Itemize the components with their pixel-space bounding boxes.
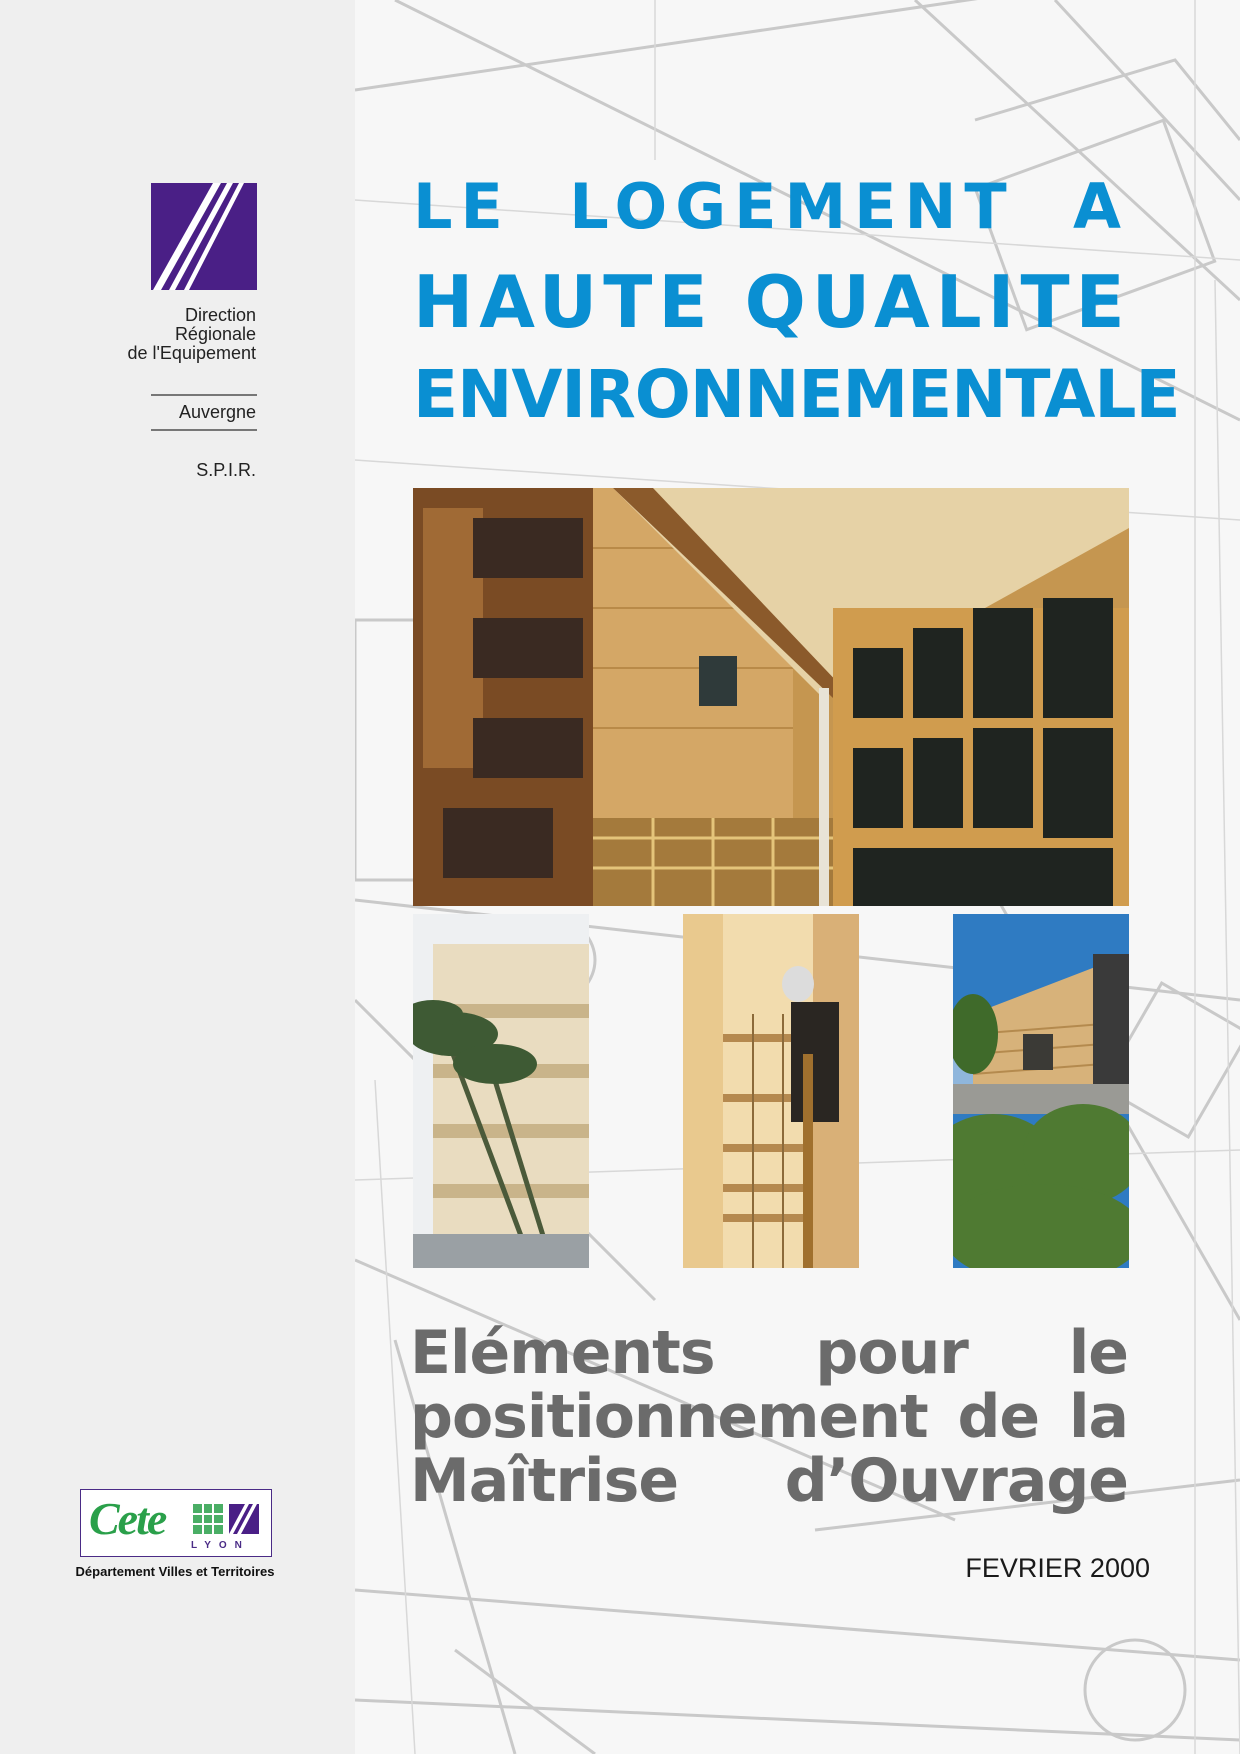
title-line-1: LE LOGEMENT A: [413, 170, 1129, 243]
cete-logo-city: LYON: [191, 1540, 250, 1551]
publication-date: FEVRIER 2000: [965, 1553, 1150, 1583]
dre-name-line-1: Direction: [184, 305, 256, 325]
cete-department: Département Villes et Territoires: [75, 1564, 275, 1579]
region-label: Auvergne: [178, 402, 256, 422]
photo-house-with-garden: [953, 914, 1129, 1268]
subtitle-line-3: Maîtrise d’Ouvrage: [410, 1446, 1128, 1516]
dre-name-line-2: Régionale: [174, 324, 256, 344]
divider: [151, 429, 257, 431]
service-label: S.P.I.R.: [196, 460, 256, 480]
cete-logo-word: Cete: [89, 1493, 166, 1544]
subtitle-line-1: Eléments pour le: [410, 1318, 1128, 1388]
divider: [151, 394, 257, 396]
title-line-2: HAUTE QUALITE: [413, 260, 1131, 344]
dre-name-line-3: de l'Equipement: [127, 343, 256, 363]
subtitle-line-2: positionnement de la: [410, 1382, 1128, 1452]
dre-logo: [151, 183, 257, 290]
photo-wooden-housing-courtyard: [413, 488, 1129, 906]
photo-stairwell-interior: [683, 914, 859, 1268]
cete-logo-graphic: [193, 1500, 263, 1538]
cete-logo: [80, 1489, 272, 1557]
title-line-3: ENVIRONNEMENTALE: [413, 356, 1180, 433]
photo-apartment-palm-trees: [413, 914, 589, 1268]
